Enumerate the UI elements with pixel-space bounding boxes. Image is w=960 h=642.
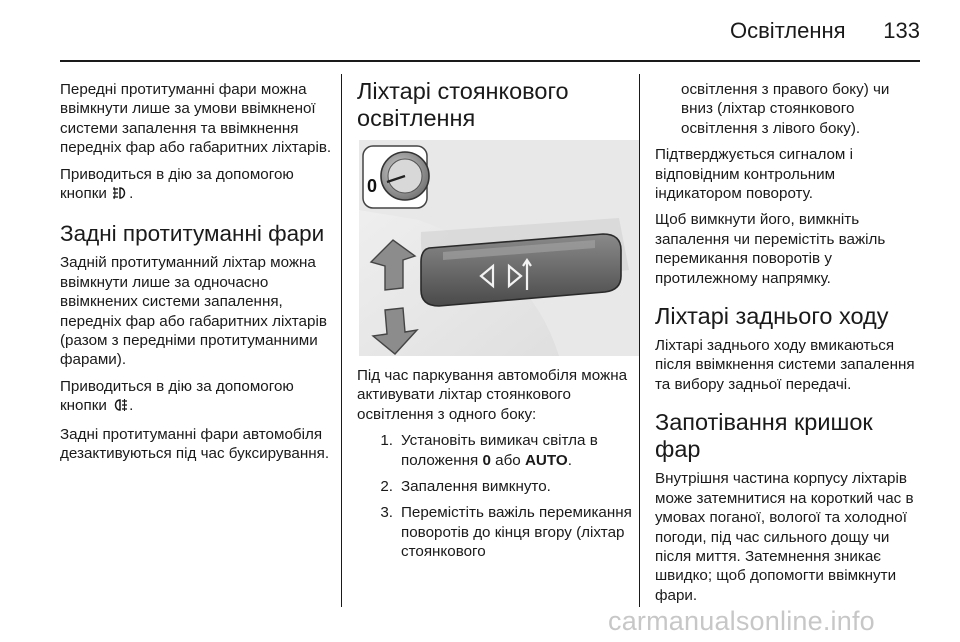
list-item bbox=[357, 477, 633, 496]
column-2 bbox=[357, 78, 633, 569]
steps-list bbox=[357, 431, 633, 561]
paragraph-rear-fog: Задній протитуманний ліхтар можна ввімкнути лише за одночасно ввімкнених системи запалення, передніх фар або габаритних ліхтарів (разом з передніми протитуманними фарами). bbox=[60, 254, 327, 369]
front-fog-light-icon bbox=[111, 186, 129, 205]
heading-parking-lights: Ліхтарі стоянкового освітлення bbox=[357, 78, 569, 131]
step-number: 1. bbox=[380, 432, 393, 450]
step-text: Запалення вимкнуто. bbox=[401, 478, 551, 496]
heading-reversing-lights: Ліхтарі заднього ходу bbox=[655, 303, 889, 330]
paragraph-switch-off: Щоб вимкнути його, вимкніть запалення чи перемістіть важіль перемикання поворотів у протилежному напрямку. bbox=[655, 211, 886, 287]
page-number: 133 bbox=[883, 18, 920, 43]
paragraph-text: Приводиться в дію за допомогою кнопки bbox=[60, 165, 294, 203]
column-3 bbox=[655, 80, 923, 612]
step-number: 2. bbox=[380, 478, 393, 496]
column-1 bbox=[60, 80, 332, 471]
paragraph-rear-fog-button: Приводиться в дію за допомогою кнопки . bbox=[60, 377, 332, 418]
paragraph-front-fog: Передні протитуманні фари можна ввімкнути лише за умови ввімкненої системи запалення та ввімкнення передніх фар або габаритних ліхтарів. bbox=[60, 81, 332, 157]
step-text: Перемістіть важіль перемикання поворотів до кінця вгору (ліхтар стоянкового bbox=[401, 504, 632, 561]
parking-light-illustration bbox=[359, 140, 639, 356]
step-text: Установіть вимикач світла в положення 0 або AUTO. bbox=[401, 432, 598, 469]
paragraph-towing: Задні протитуманні фари автомобіля дезактивуються під час буксирування. bbox=[60, 425, 330, 463]
heading-fogged-lenses: Запотівання кришок фар bbox=[655, 409, 873, 463]
paragraph-text: Приводиться в дію за допомогою кнопки bbox=[60, 377, 294, 415]
rear-fog-light-icon bbox=[111, 398, 129, 417]
paragraph-parking-intro: Під час паркування автомобіля можна активувати ліхтар стоянкового освітлення з одного боку: bbox=[357, 367, 628, 423]
header-divider bbox=[60, 60, 920, 62]
paragraph-fogged-lenses: Внутрішня частина корпусу ліхтарів може затемнитися на короткий час в умовах поганої, вологої та холодної погоди, під час сильного дощу чи після миття. Затемнення зникає швидко; щоб допомогти ввімкнути фари. bbox=[655, 470, 914, 604]
paragraph-front-fog-button: Приводиться в дію за допомогою кнопки . bbox=[60, 165, 332, 206]
list-item bbox=[357, 503, 633, 561]
watermark: carmanualsonline.info bbox=[608, 606, 875, 636]
column-divider-left bbox=[341, 74, 342, 607]
step-number: 3. bbox=[380, 504, 393, 522]
heading-rear-fog: Задні протитуманні фари bbox=[60, 221, 325, 247]
paragraph-confirmation: Підтверджується сигналом і відповідним контрольним індикатором повороту. bbox=[655, 146, 853, 203]
list-item bbox=[357, 431, 633, 470]
paragraph-reversing-lights: Ліхтарі заднього ходу вмикаються після ввімкнення системи запалення та вибору задньої передачі. bbox=[655, 337, 915, 393]
step-3-continuation: освітлення з правого боку) чи вниз (ліхтар стоянкового освітлення з лівого боку). bbox=[681, 81, 890, 137]
page-title: Освітлення bbox=[730, 18, 846, 43]
switch-position-label: 0 bbox=[367, 176, 378, 196]
column-divider-right bbox=[639, 74, 640, 607]
